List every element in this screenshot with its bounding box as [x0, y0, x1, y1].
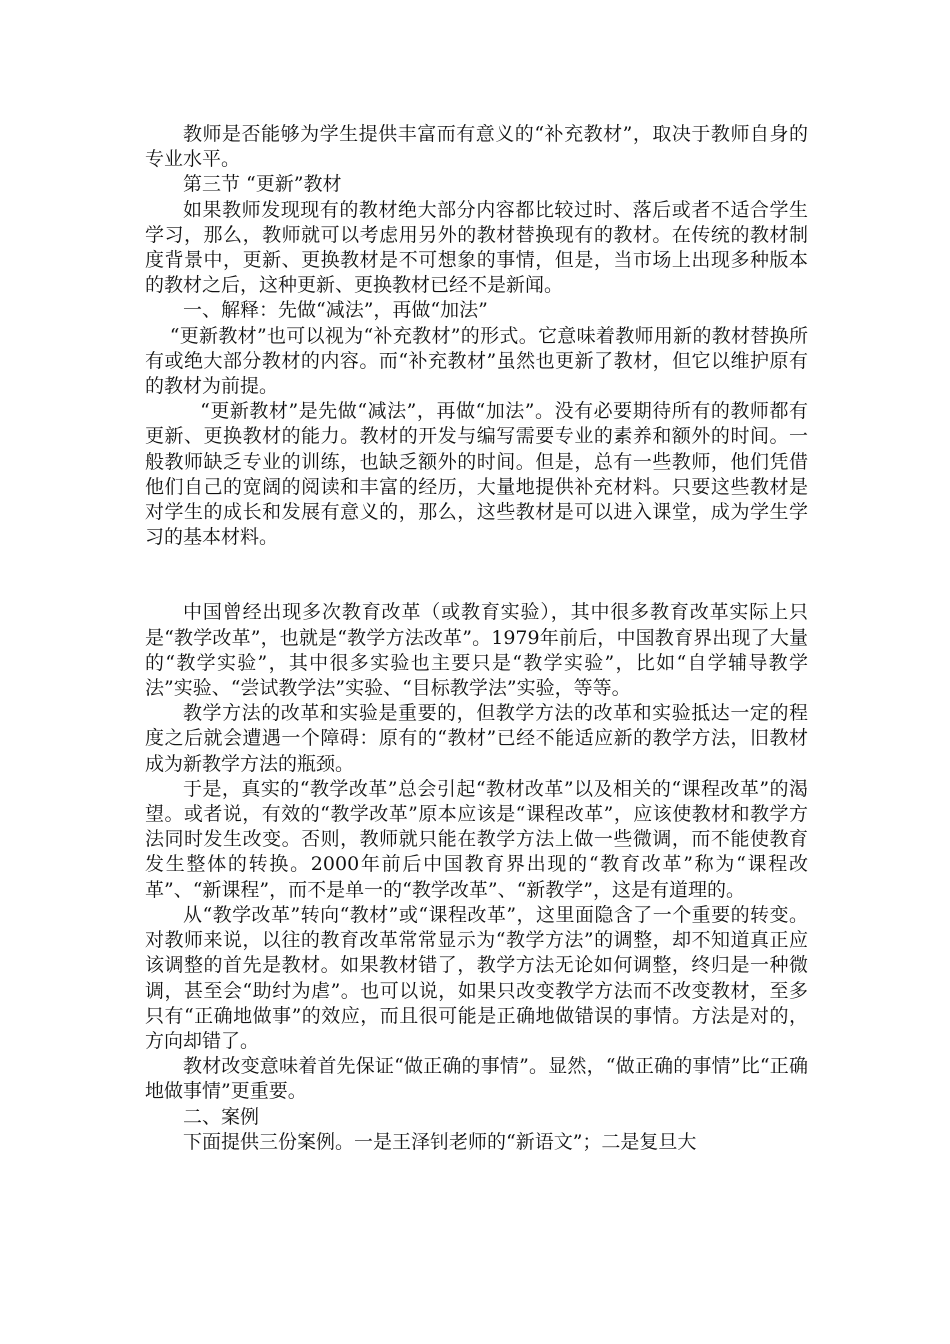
paragraph-supplementary-conclusion: 教师是否能够为学生提供丰富而有意义的“补充教材”，取决于教师自身的专业水平。 [145, 123, 808, 171]
paragraph-shift-to-materials: 从“教学改革”转向“教材”或“课程改革”，这里面隐含了一个重要的转变。对教师来说，以往的教育改革常常显示为“教学方法”的调整，却不知道真正应该调整的首先是教材。如果教材错了，教学方法无论如何调整，终归是一种微调，甚至会“助纣为虐”。也可以说，如果只改变教学方法而不改变教材，至多只有“正确地做事”的效应，而且很可能是正确地做错误的事情。方法是对的，方向却错了。 [145, 903, 808, 1052]
document-page [145, 122, 808, 1155]
paragraph-china-reform: 中国曾经出现多次教育改革（或教育实验），其中很多教育改革实际上只是“教学改革”，也就是“教学方法改革”。1979年前后，中国教育界出现了大量的“教学实验”，其中很多实验也主要只是“教学实验”，比如“自学辅导教学法”实验、“尝试教学法”实验、“目标教学法”实验，等等。 [145, 601, 808, 700]
paragraph-curriculum-reform: 于是，真实的“教学改革”总会引起“教材改革”以及相关的“课程改革”的渴望。或者说，有效的“教学改革”原本应该是“课程改革”，应该使教材和教学方法同时发生改变。否则，教师就只能在教学方法上做一些微调，而不能使教育发生整体的转换。2000年前后中国教育界出现的“教育改革”称为“课程改革”、“新课程”，而不是单一的“教学改革”、“新教学”，这是有道理的。 [145, 777, 808, 901]
paragraph-method-bottleneck: 教学方法的改革和实验是重要的，但教学方法的改革和实验抵达一定的程度之后就会遭遇一个障碍：原有的“教材”已经不能适应新的教学方法，旧教材成为新教学方法的瓶颈。 [145, 702, 808, 775]
subheading-cases: 二、案例 [183, 1105, 260, 1128]
section-heading-update-materials: 第三节 “更新”教材 [183, 173, 342, 196]
blank-gap [145, 550, 808, 600]
paragraph-update-definition: “更新教材”也可以视为“补充教材”的形式。它意味着教师用新的教材替换所有或绝大部分教材的内容。而“补充教材”虽然也更新了教材，但它以维护原有的教材为前提。 [145, 324, 808, 398]
paragraph-cases-intro: 下面提供三份案例。一是王泽钊老师的“新语文”；二是复旦大 [183, 1130, 697, 1153]
subheading-explanation: 一、解释：先做“减法”，再做“加法” [183, 299, 488, 322]
paragraph-subtract-add: “更新教材”是先做“减法”，再做“加法”。没有必要期待所有的教师都有更新、更换教材的能力。教材的开发与编写需要专业的素养和额外的时间。一般教师缺乏专业的训练，也缺乏额外的时间。但是，总有一些教师，他们凭借他们自己的宽阔的阅读和丰富的经历，大量地提供补充材料。只要这些教材是对学生的成长和发展有意义的，那么，这些教材是可以进入课堂，成为学生学习的基本材料。 [145, 400, 808, 549]
paragraph-update-intro: 如果教师发现现有的教材绝大部分内容都比较过时、落后或者不适合学生学习，那么，教师就可以考虑用另外的教材替换现有的教材。在传统的教材制度背景中，更新、更换教材是不可想象的事情，但是，当市场上出现多种版本的教材之后，这种更新、更换教材已经不是新闻。 [145, 198, 808, 297]
paragraph-do-right-thing: 教材改变意味着首先保证“做正确的事情”。显然，“做正确的事情”比“正确地做事情”更重要。 [145, 1055, 808, 1103]
